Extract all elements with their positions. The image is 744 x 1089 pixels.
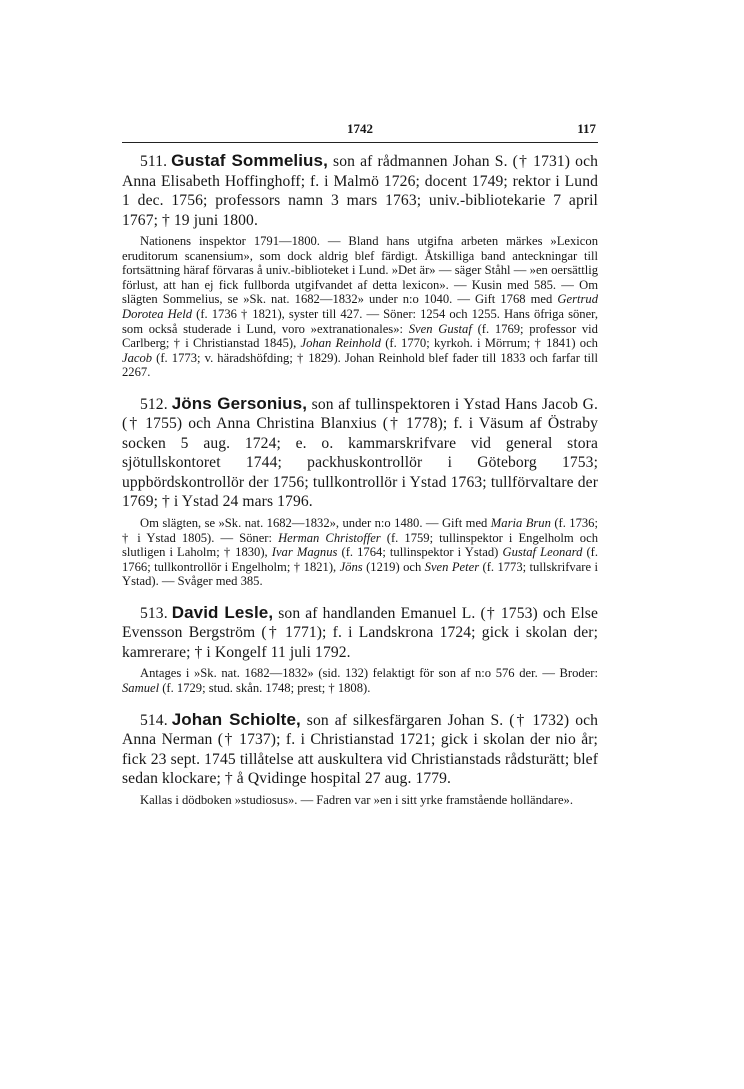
note-italic-name: Gustaf Leonard (502, 545, 583, 560)
running-head-year: 1742 (347, 121, 373, 136)
note-text: (f. 1759; tullinspektor i Engelholm och slutligen i Laholm; † 1830), (122, 530, 598, 560)
note-italic-name: Samuel (122, 681, 160, 695)
note-text: Nationens inspektor 1791—1800. — Bland hans utgifna arbeten märkes »Lexicon eruditorum scanensium», som dock aldrig blef färdigt. Åtskilliga band anteckningar till fortsättning häraf förvaras å univ.-biblioteket i Lund. »Det är» — säger Ståhl — »en oersättlig förlust, att han ej fick fullborda utgifvandet af detta lexicon». — Kusin med 585. — Om slägten Sommelius, se »Sk. nat. 1682—1832» under n:o 1040. — Gift 1768 med (122, 234, 598, 307)
entry-name: Johan Schiolte, (171, 709, 301, 729)
note-text: (f. 1764; tullinspektor i Ystad) (337, 545, 503, 560)
entry-body: son af tullinspektoren i Ystad Hans Jacob G. († 1755) och Anna Christina Blanxius († 1778); f. i Väsum af Östraby socken 5 aug. 1724; e. o. kammarskrifvare vid general stora sjötullskontoret 1744; packhuskontrollör i Göteborg 1753; uppbördskontrollör der 1756; tullkontrollör i Ystad 1763; tullförvaltare der 1769; † i Ystad 24 mars 1796. (122, 395, 599, 511)
entry-body: son af silkesfärgaren Johan S. († 1732) och Anna Nerman († 1737); f. i Christianstad 1721; gick i skolan der nio år; fick 23 sept. 1745 tillåtelse att auskultera vid Christianstads rådsturätt; blef sedan klockare; † å Qvidinge hospital 27 aug. 1779. (122, 711, 599, 788)
page-number: 117 (577, 121, 596, 136)
note-italic-name: Maria Brun (490, 515, 551, 530)
entry-note (122, 666, 598, 695)
running-head (122, 117, 598, 139)
entry-number: 511. (140, 153, 168, 170)
entry-note (122, 793, 598, 808)
note-italic-name: Sven Peter (424, 559, 480, 574)
entry-main-text (122, 151, 598, 230)
note-text: (f. 1773; v. häradshöfding; † 1829). Johan Reinhold blef fader till 1833 och farfar till 2267. (122, 350, 598, 380)
note-text: (f. 1769; professor vid Carlberg; † i Christianstad 1845), (122, 321, 598, 351)
note-italic-name: Sven Gustaf (408, 321, 472, 336)
entry-note (122, 516, 598, 589)
note-italic-name: Gertrud Dorotea Held (122, 292, 598, 321)
entry-body: son af handlanden Emanuel L. († 1753) och Else Evensson Bergström († 1771); f. i Landskrona 1724; gick i skolan der; kamrerare; † i Kongelf 11 juli 1792. (122, 604, 598, 661)
entry-body: son af rådmannen Johan S. († 1731) och Anna Elisabeth Hoffinghoff; f. i Malmö 1726; docent 1749; rektor i Lund 1 dec. 1756; professors namn 3 mars 1763; univ.-bibliotekarie 7 april 1767; † 19 juni 1800. (122, 153, 598, 229)
note-text: Om slägten, se »Sk. nat. 1682—1832», under n:o 1480. — Gift med (140, 515, 491, 530)
entry-name: Gustaf Sommelius, (171, 151, 328, 170)
note-text: (f. 1770; kyrkoh. i Mörrum; † 1841) och (380, 336, 598, 351)
entry-511 (122, 151, 598, 380)
entry-512 (122, 394, 598, 589)
note-text: (f. 1736 † 1821), syster till 427. — Söner: 1254 och 1255. Hans öfriga söner, som också studerade i Lund, voro »extranationales»: (122, 306, 599, 336)
note-italic-name: Jöns (339, 559, 363, 574)
note-text: (f. 1729; stud. skån. 1748; prest; † 1808). (159, 681, 371, 695)
entry-note (122, 234, 598, 380)
note-text: Antages i »Sk. nat. 1682—1832» (sid. 132) felaktigt för son af n:o 576 der. — Broder: (140, 666, 598, 681)
note-text: (f. 1773; tullskrifvare i Ystad). — Svåger med 385. (122, 559, 598, 589)
note-text: Kallas i dödboken »studiosus». — Fadren var »en i sitt yrke framstående holländare». (140, 792, 573, 807)
entry-name: David Lesle, (171, 602, 274, 622)
entry-514 (122, 710, 598, 808)
note-italic-name: Jacob (122, 350, 153, 365)
entry-number: 512. (140, 395, 168, 413)
note-text: (f. 1766; tullkontrollör i Engelholm; † 1821), (122, 545, 599, 574)
entry-name: Jöns Gersonius, (171, 393, 308, 413)
note-italic-name: Johan Reinhold (300, 336, 381, 351)
note-text: (f. 1736; † i Ystad 1805). — Söner: (122, 515, 598, 545)
entry-main-text (122, 710, 598, 789)
note-italic-name: Herman Christoffer (278, 530, 381, 545)
entry-main-text (122, 603, 598, 663)
note-italic-name: Ivar Magnus (271, 545, 338, 560)
header-rule (122, 142, 598, 143)
entry-513 (122, 603, 598, 696)
entry-number: 514. (140, 711, 168, 729)
note-text: (1219) och (362, 559, 425, 574)
book-page (122, 117, 598, 821)
entry-main-text (122, 394, 598, 512)
entry-number: 513. (140, 604, 168, 622)
